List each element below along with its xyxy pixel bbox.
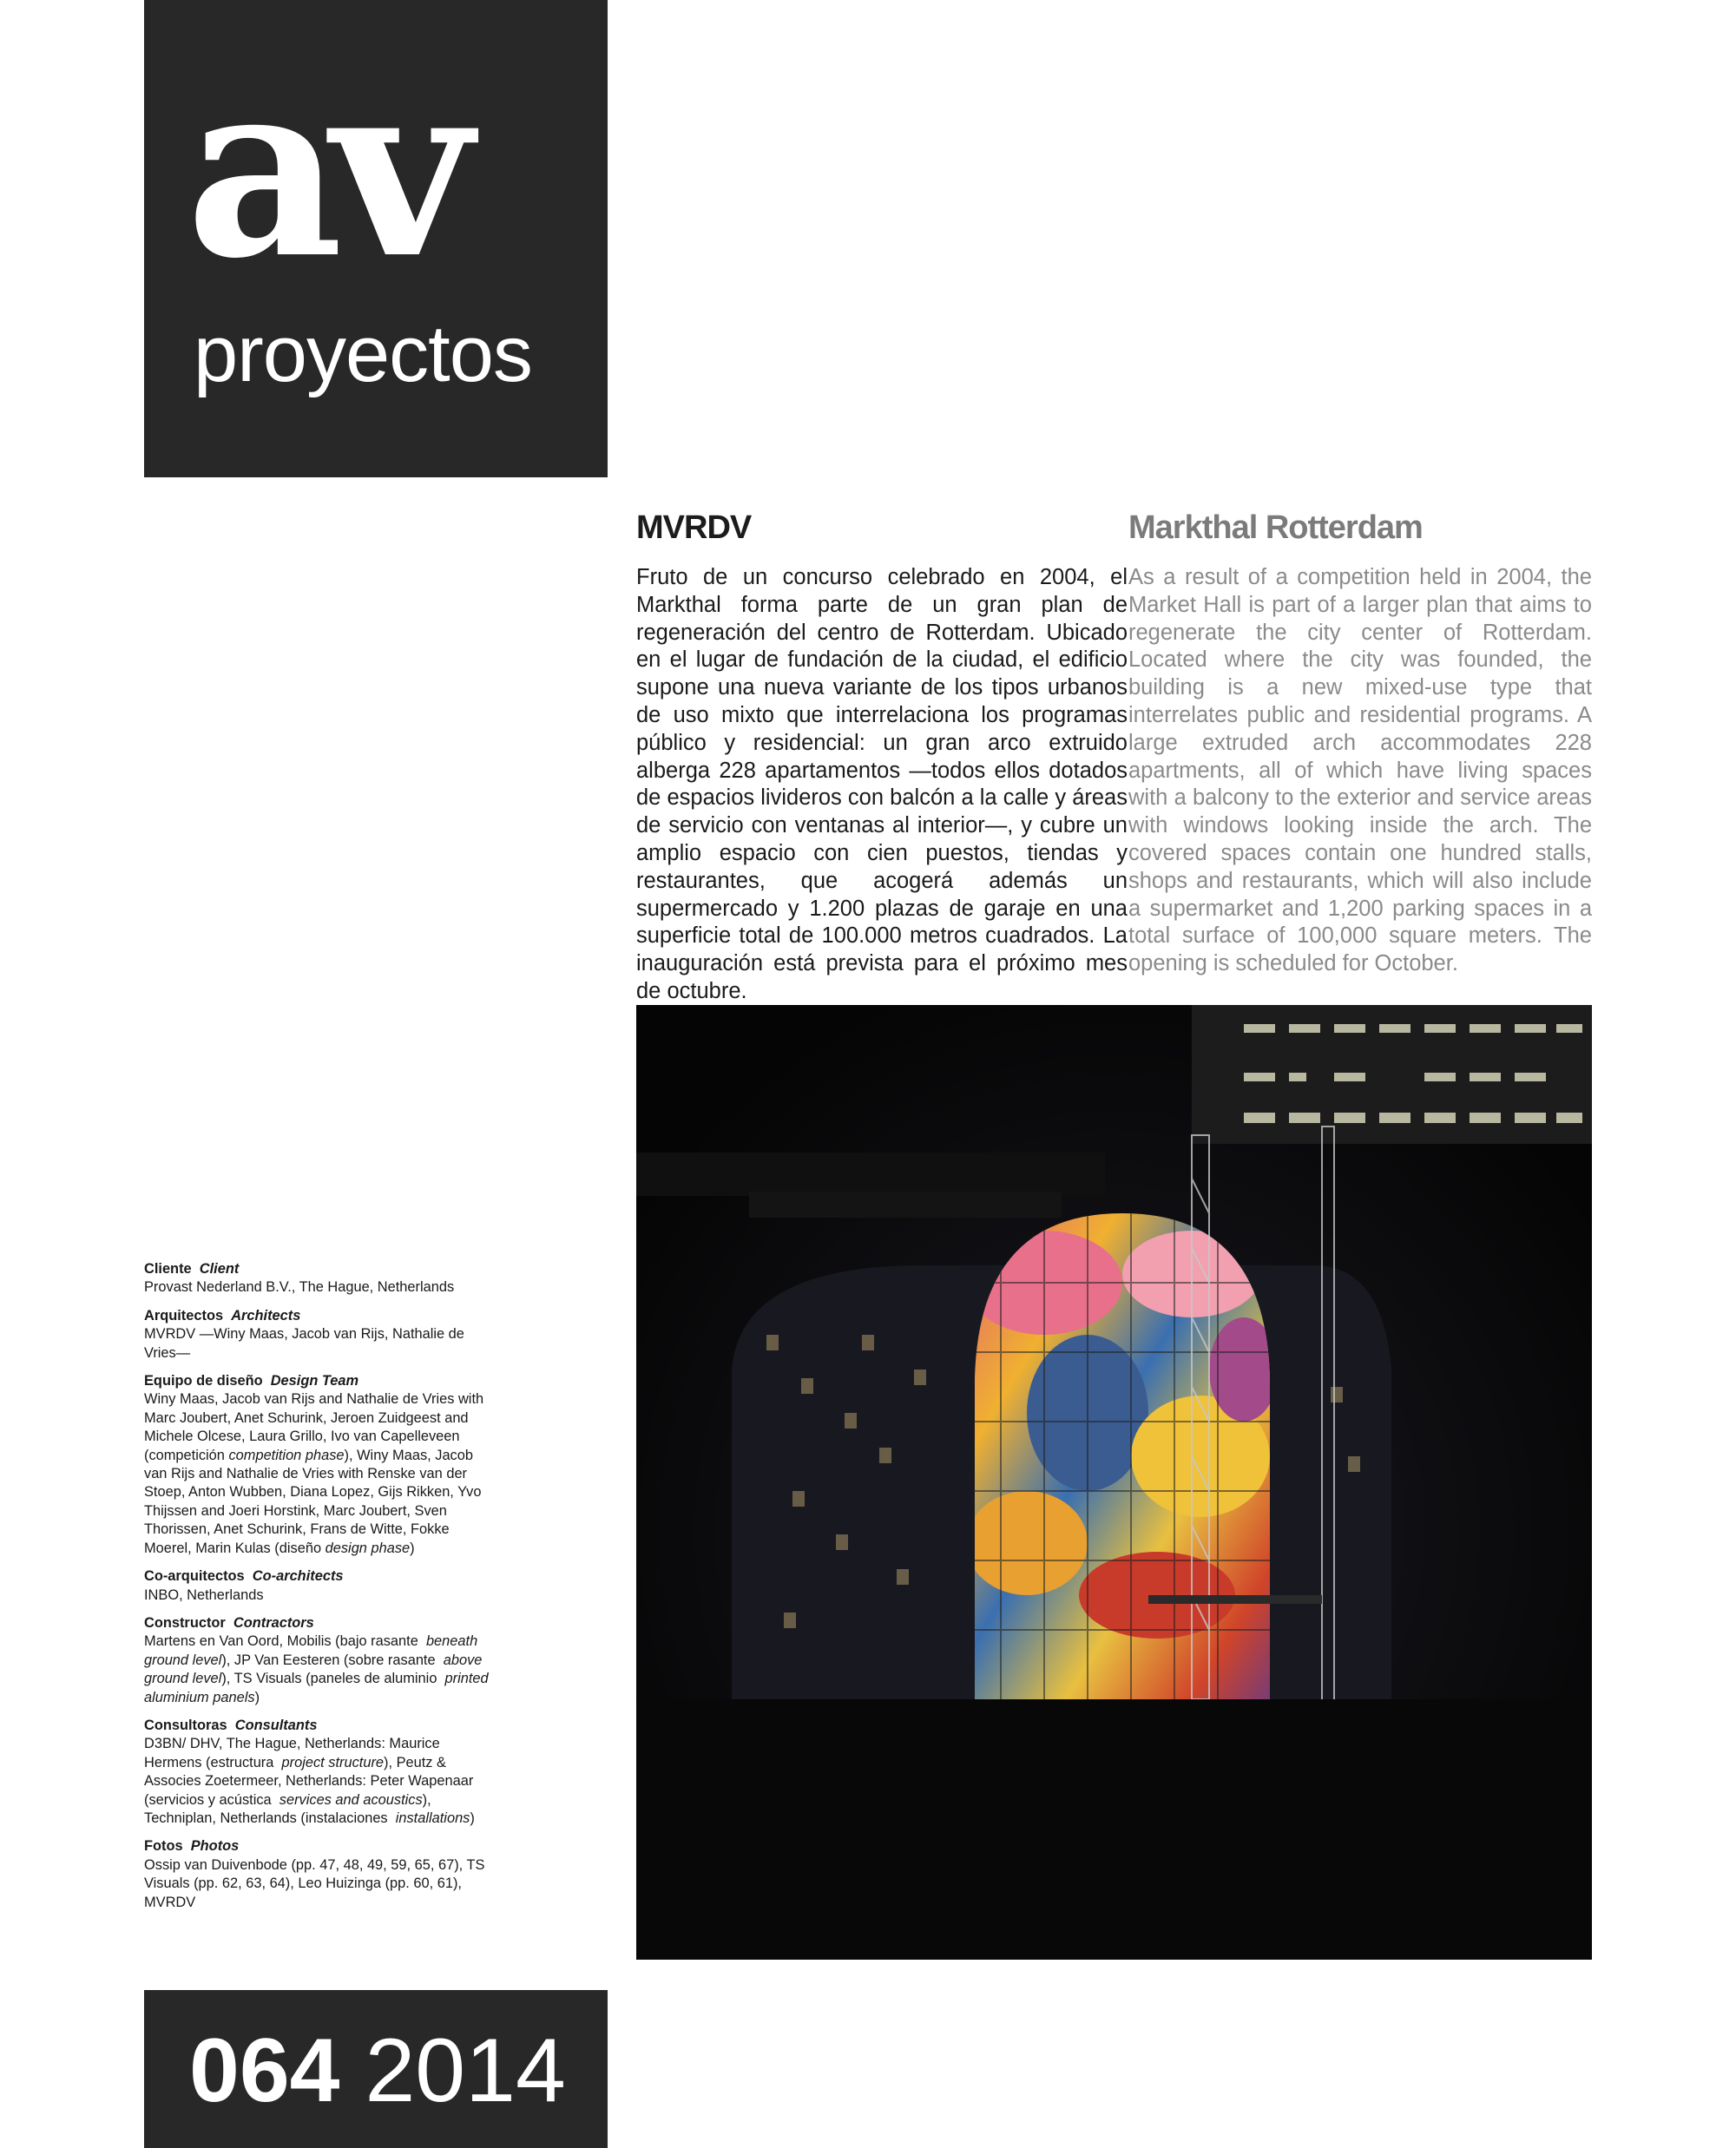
credit-label-es: Arquitectos	[144, 1307, 224, 1324]
credit-label-en: Architects	[231, 1307, 301, 1324]
credit-photos	[144, 1837, 491, 1912]
credit-text-en: design phase	[325, 1540, 411, 1556]
credit-label-en: Consultants	[234, 1717, 318, 1733]
credit-label	[144, 1717, 491, 1735]
credit-body: INBO, Netherlands	[144, 1586, 264, 1603]
credit-label-es: Consultoras	[144, 1717, 227, 1733]
credit-body	[144, 1632, 491, 1707]
credit-text: ), Peutz & Associes Zoetermeer, Netherlands: Peter Wapenaar (servicios y acústica	[144, 1754, 474, 1808]
credit-client	[144, 1260, 491, 1297]
credit-consultants	[144, 1717, 491, 1828]
credit-text-en: installations	[395, 1810, 470, 1826]
credit-label-es: Constructor	[144, 1614, 226, 1631]
credit-label-en: Photos	[190, 1838, 240, 1855]
credit-label	[144, 1372, 491, 1390]
article-body-en: As a result of a competition held in 2004, the Market Hall is part of a larger plan that aims to regenerate the city center of Rotterdam. Located where the city was founded, the building is a new mixed-use type that interrelates public and residential programs. A large extruded arch accommodates 228 apartments, all of which have living spaces with a balcony to the exterior and service areas with windows looking inside the arch. The covered spaces contain one hundred stalls, shops and restaurants, which will also include a supermarket and 1,200 parking spaces in a total surface of 100,000 square meters. The opening is scheduled for October.	[1128, 565, 1592, 976]
article-title-es: MVRDV	[636, 509, 752, 546]
credit-label-en: Co-architects	[252, 1568, 344, 1585]
credit-body: MVRDV —Winy Maas, Jacob van Rijs, Nathalie de Vries—	[144, 1326, 464, 1361]
credit-architects	[144, 1307, 491, 1363]
credit-label-en: Contractors	[233, 1614, 314, 1631]
logo-av: av	[186, 27, 461, 312]
credit-design-team	[144, 1372, 491, 1558]
masthead-logo-block	[144, 0, 608, 477]
article-title-en: Markthal Rotterdam	[1128, 509, 1423, 546]
credit-co-architects	[144, 1567, 491, 1605]
credit-label-en: Client	[199, 1261, 240, 1277]
credit-label	[144, 1307, 491, 1325]
credit-text-en: services and acoustics	[279, 1791, 423, 1808]
credit-text-en: above ground level	[144, 1652, 483, 1687]
credit-text-en: competition phase	[228, 1447, 345, 1463]
issue-year: 2014	[365, 2020, 566, 2121]
issue-number: 064	[189, 2020, 340, 2121]
credit-body	[144, 1735, 491, 1828]
credit-text: ), JP Van Eesteren (sobre rasante	[221, 1652, 436, 1668]
credit-text: )	[410, 1540, 415, 1556]
credit-label	[144, 1614, 491, 1632]
credit-text-en: printed aluminium panels	[144, 1671, 489, 1705]
issue-label	[189, 2020, 566, 2121]
credit-text: Martens en Van Oord, Mobilis (bajo rasante	[144, 1633, 418, 1650]
project-credits	[144, 1260, 491, 1921]
credit-label-es: Co-arquitectos	[144, 1568, 245, 1585]
credit-body: Ossip van Duivenbode (pp. 47, 48, 49, 59, 65, 67), TS Visuals (pp. 62, 63, 64), Leo Huizinga (pp. 60, 61), MVRDV	[144, 1856, 485, 1910]
credit-contractors	[144, 1614, 491, 1707]
credit-text: ), Winy Maas, Jacob van Rijs and Nathalie de Vries with Renske van der Stoep, Anton Wubben, Diana Lopez, Gijs Rikken, Yvo Thijssen and Joeri Horstink, Marc Joubert, Sven Thorissen, Anet Schurink, Frans de Witte, Fokke Moerel, Marin Kulas (diseño	[144, 1447, 482, 1556]
credit-text: )	[254, 1689, 260, 1705]
credit-text: Winy Maas, Jacob van Rijs and Nathalie de Vries with Marc Joubert, Anet Schurink, Jeroen Zuidgeest and Michele Olcese, Laura Grillo, Ivo van Capelleveen (competición	[144, 1391, 484, 1463]
credit-label	[144, 1837, 491, 1856]
issue-block	[144, 1990, 608, 2148]
credit-text-en: project structure	[281, 1754, 385, 1770]
markthal-night-photo	[636, 1005, 1592, 1960]
article-english	[1128, 505, 1592, 978]
credit-label-en: Design Team	[270, 1373, 359, 1389]
credit-text: ), TS Visuals (paneles de aluminio	[221, 1671, 437, 1687]
credit-label-es: Cliente	[144, 1261, 192, 1277]
credit-label	[144, 1260, 491, 1278]
credit-label	[144, 1567, 491, 1586]
credit-body: Provast Nederland B.V., The Hague, Netherlands	[144, 1279, 455, 1296]
credit-text: ), Techniplan, Netherlands (instalaciones	[144, 1791, 431, 1826]
credit-text-en: beneath ground level	[144, 1633, 478, 1668]
credit-text: D3BN/ DHV, The Hague, Netherlands: Maurice Hermens (estructura	[144, 1736, 440, 1770]
credit-label-es: Equipo de diseño	[144, 1373, 263, 1389]
logo-subtitle: proyectos	[194, 310, 532, 398]
credit-body	[144, 1390, 491, 1558]
credit-label-es: Fotos	[144, 1838, 183, 1855]
credit-text: )	[470, 1810, 475, 1826]
article-body-es: Fruto de un concurso celebrado en 2004, el Markthal forma parte de un gran plan de regeneración del centro de Rotterdam. Ubicado en el lugar de fundación de la ciudad, el edificio supone una nueva variante de los tipos urbanos de uso mixto que interrelaciona los programas público y residencial: un gran arco extruido alberga 228 apartamentos —todos ellos dotados de espacios livideros con balcón a la calle y áreas de servicio con ventanas al interior—, y cubre un amplio espacio con cien puestos, tiendas y restaurantes, que acogerá además un supermercado y 1.200 plazas de garaje en una superficie total de 100.000 metros cuadrados. La inauguración está prevista para el próximo mes de octubre.	[636, 565, 1128, 1003]
article-spanish	[636, 505, 1128, 1006]
